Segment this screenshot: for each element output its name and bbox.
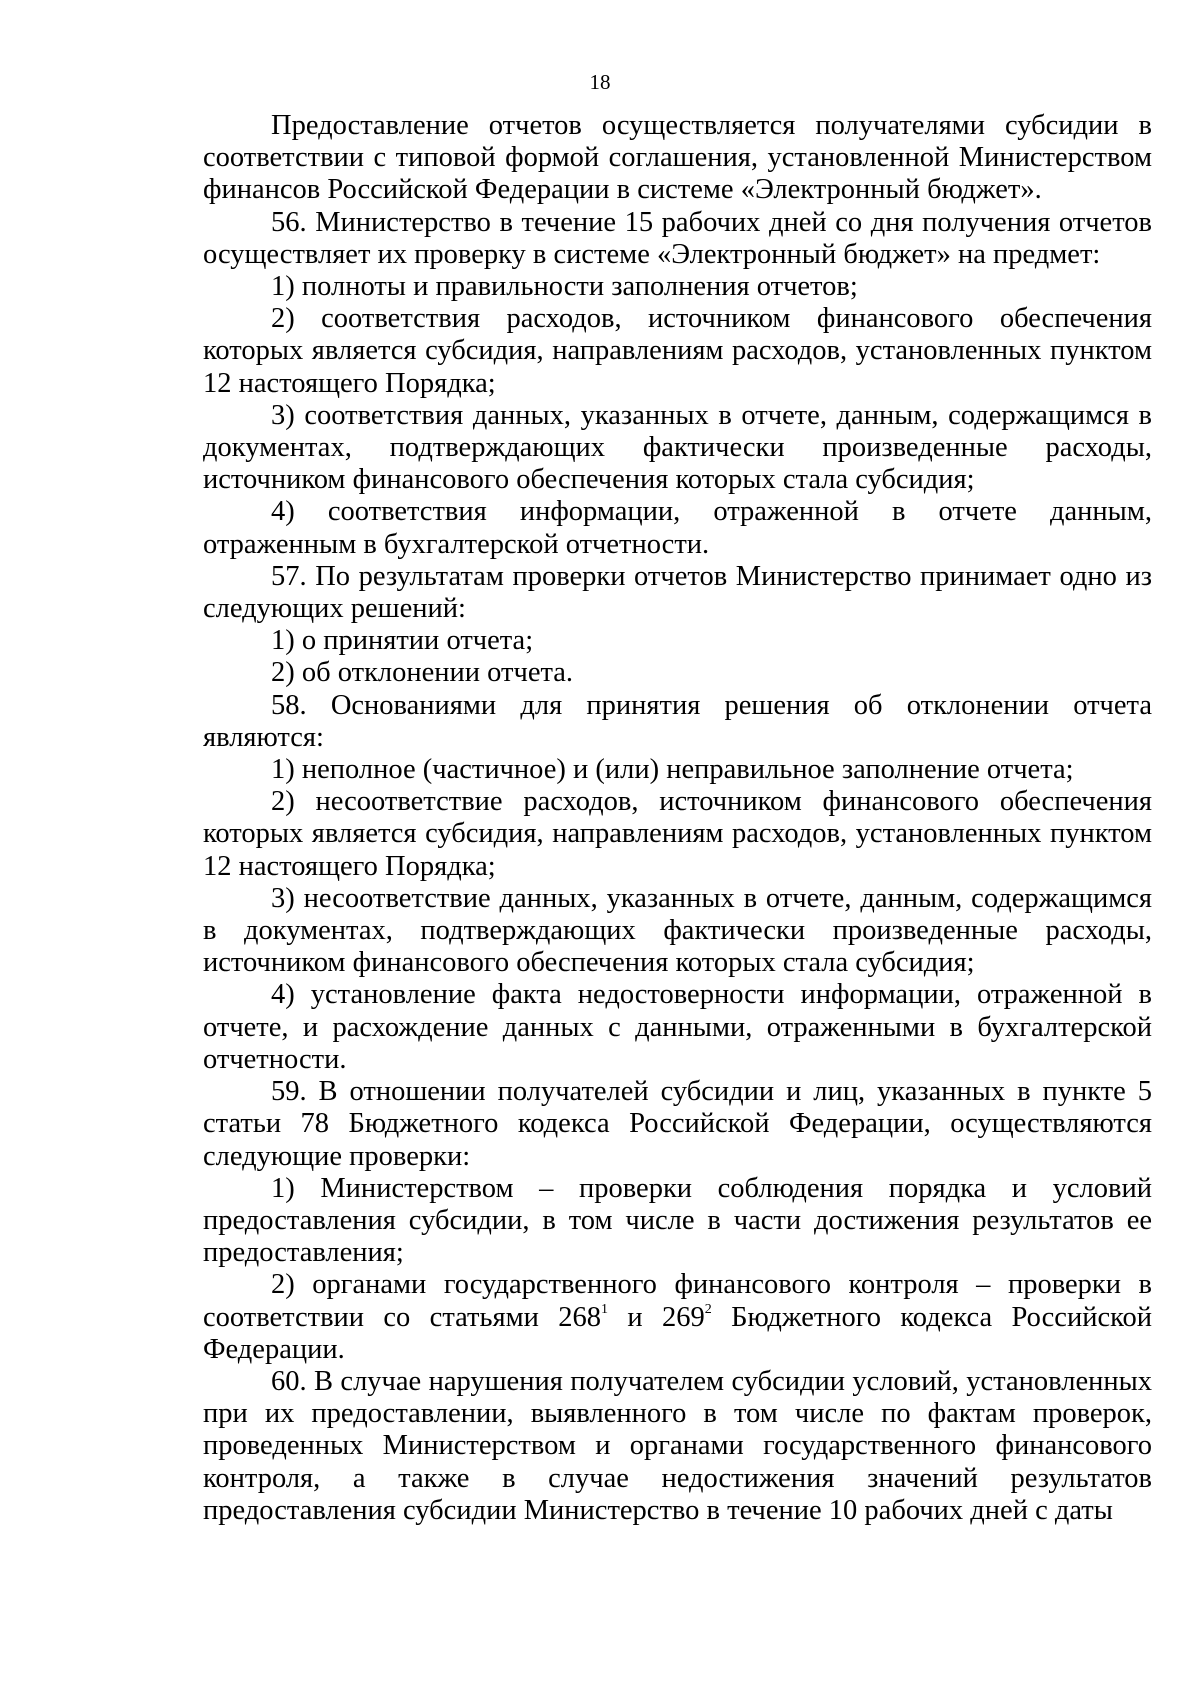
page-number: 18 — [589, 70, 611, 94]
paragraph-59: 59. В отношении получателей субсидии и лиц, указанных в пункте 5 статьи 78 Бюджетного кодекса Российской Федерации, осуществляются следующие проверки: — [203, 1076, 1152, 1172]
text-span: и 269 — [608, 1301, 705, 1333]
list-item: 4) соответствия информации, отраженной в отчете данным, отраженным в бухгалтерской отчетности. — [203, 496, 1152, 560]
paragraph-58: 58. Основаниями для принятия решения об отклонении отчета являются: — [203, 689, 1152, 753]
paragraph-56: 56. Министерство в течение 15 рабочих дней со дня получения отчетов осуществляет их проверку в системе «Электронный бюджет» на предмет: — [203, 206, 1152, 270]
text-span: Бюджетного кодекса Российской Федерации. — [203, 1301, 1152, 1365]
document-body — [203, 110, 1152, 1527]
list-item: 1) о принятии отчета; — [271, 625, 534, 657]
list-item-with-superscripts — [203, 1269, 1152, 1366]
list-item: 1) неполное (частичное) и (или) неправильное заполнение отчета; — [271, 754, 1074, 786]
list-item: 3) несоответствие данных, указанных в отчете, данным, содержащимся в документах, подтверждающих фактически произведенные расходы, источником финансового обеспечения которых стала субсидия; — [203, 882, 1152, 979]
paragraph-57: 57. По результатам проверки отчетов Министерство принимает одно из следующих решений: — [203, 560, 1152, 625]
list-item: 2) соответствия расходов, источником финансового обеспечения которых является субсидия, направлениям расходов, установленных пунктом 12 настоящего Порядка; — [203, 303, 1152, 399]
list-item: 3) соответствия данных, указанных в отчете, данным, содержащимся в документах, подтверждающих фактически произведенные расходы, источником финансового обеспечения которых стала субсидия; — [203, 399, 1152, 496]
paragraph: Предоставление отчетов осуществляется получателями субсидии в соответствии с типовой формой соглашения, установленной Министерством финансов Российской Федерации в системе «Электронный бюджет». — [203, 110, 1152, 206]
list-item: 2) несоответствие расходов, источником финансового обеспечения которых является субсидия, направлениям расходов, установленных пунктом 12 настоящего Порядка; — [203, 786, 1152, 882]
superscript: 1 — [601, 1301, 609, 1317]
list-item: 2) об отклонении отчета. — [271, 657, 574, 689]
list-item: 1) полноты и правильности заполнения отчетов; — [271, 271, 858, 303]
list-item: 1) Министерством – проверки соблюдения порядка и условий предоставления субсидии, в том числе в части достижения результатов ее предоставления; — [203, 1172, 1152, 1269]
text-span: 2) органами государственного финансового контроля – проверки в соответствии со статьями 268 — [203, 1269, 1152, 1333]
superscript: 2 — [704, 1301, 712, 1317]
paragraph-60: 60. В случае нарушения получателем субсидии условий, установленных при их предоставлении, выявленного в том числе по фактам проверок, проведенных Министерством и органами государственного финансового контроля, а также в случае недостижения значений результатов предоставления субсидии Министерство в течение 10 рабочих дней с даты — [203, 1365, 1152, 1526]
list-item: 4) установление факта недостоверности информации, отраженной в отчете, и расхождение данных с данными, отраженными в бухгалтерской отчетности. — [203, 979, 1152, 1075]
